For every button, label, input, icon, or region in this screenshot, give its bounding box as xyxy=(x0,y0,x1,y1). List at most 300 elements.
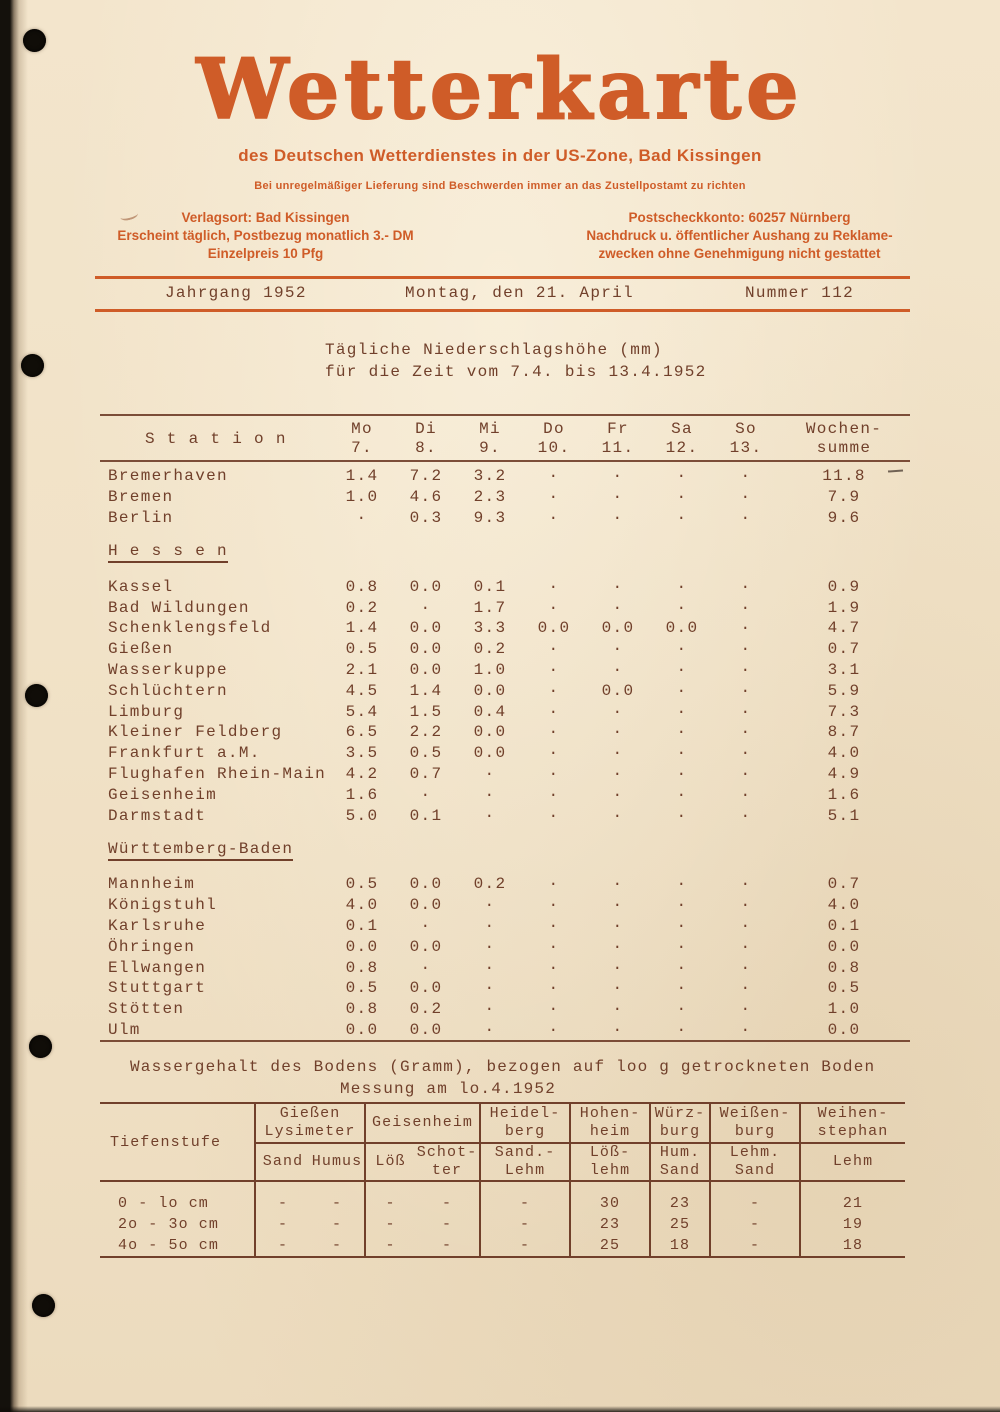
precip-value: · xyxy=(548,785,560,804)
precip-value: · xyxy=(740,488,752,507)
station-name: Stötten xyxy=(108,1000,185,1019)
soil-subheader xyxy=(570,1143,650,1181)
precip-value: 4.2 xyxy=(345,764,379,783)
station-row xyxy=(100,487,910,508)
precip-value: · xyxy=(420,958,432,977)
station-name: Gießen xyxy=(108,640,174,659)
week-sum: 8.7 xyxy=(827,723,861,742)
precip-value: 0.0 xyxy=(409,1020,443,1039)
precip-value: · xyxy=(612,702,624,721)
subheader-line: Lehm xyxy=(832,1153,874,1170)
precip-value: · xyxy=(548,744,560,763)
precip-value: · xyxy=(676,958,688,977)
station-row xyxy=(100,618,910,639)
soil-value: - xyxy=(277,1215,289,1233)
precip-value: · xyxy=(676,979,688,998)
week-sum: 3.1 xyxy=(827,660,861,679)
station-name: Schlüchtern xyxy=(108,681,228,700)
group-label-line: Gießen xyxy=(279,1105,341,1122)
soil-subheader xyxy=(365,1143,415,1181)
precip-value: · xyxy=(548,681,560,700)
precip-value: · xyxy=(548,916,560,935)
postal-info xyxy=(572,209,907,263)
week-sum: 0.8 xyxy=(827,958,861,977)
day-abbr: Sa xyxy=(671,420,693,438)
precipitation-table xyxy=(100,414,910,1042)
depth-label: 4o - 5o cm xyxy=(100,1235,255,1257)
station-column-header: S t a t i o n xyxy=(145,430,287,448)
precip-value: · xyxy=(740,508,752,527)
day-column-header xyxy=(714,420,778,458)
precip-value: · xyxy=(484,958,496,977)
precip-value: 6.5 xyxy=(345,723,379,742)
soil-subheader xyxy=(800,1143,905,1181)
precip-value: 0.8 xyxy=(345,577,379,596)
depth-label: 2o - 3o cm xyxy=(100,1213,255,1235)
precip-value: · xyxy=(612,1020,624,1039)
precip-value: 3.2 xyxy=(473,467,507,486)
subheader-line: ter xyxy=(431,1162,463,1179)
divider-rule xyxy=(95,276,910,279)
station-row xyxy=(100,722,910,743)
station-row xyxy=(100,576,910,597)
soil-value: - xyxy=(415,1181,480,1213)
station-row xyxy=(100,466,910,487)
precip-value: · xyxy=(484,916,496,935)
station-name: Bad Wildungen xyxy=(108,598,250,617)
day-number: 10. xyxy=(537,439,571,457)
soil-data-row xyxy=(100,1181,905,1213)
precip-value: · xyxy=(548,958,560,977)
week-sum: 7.3 xyxy=(827,702,861,721)
soil-value: 23 xyxy=(570,1213,650,1235)
soil-value: 25 xyxy=(650,1213,710,1235)
precip-value: · xyxy=(740,764,752,783)
publisher-line: Verlagsort: Bad Kissingen xyxy=(181,210,350,225)
week-sum: 0.9 xyxy=(827,577,861,596)
soil-value: 25 xyxy=(570,1235,650,1257)
issue-number: Nummer 112 xyxy=(745,284,855,302)
scan-edge-left xyxy=(0,0,28,1412)
precip-value: · xyxy=(740,979,752,998)
precip-value: 0.0 xyxy=(601,619,635,638)
precip-value: 0.2 xyxy=(409,1000,443,1019)
precip-value: · xyxy=(548,979,560,998)
precip-header-row xyxy=(100,416,910,460)
station-name: Öhringen xyxy=(108,937,196,956)
week-sum: 0.0 xyxy=(827,937,861,956)
precip-value: 9.3 xyxy=(473,508,507,527)
precip-value: · xyxy=(612,508,624,527)
precip-value: · xyxy=(676,598,688,617)
precip-value: · xyxy=(484,979,496,998)
precip-value: · xyxy=(676,916,688,935)
precip-value: · xyxy=(676,937,688,956)
precip-value: 0.0 xyxy=(409,660,443,679)
precip-value: · xyxy=(740,896,752,915)
precip-value: 2.3 xyxy=(473,488,507,507)
soil-value: - xyxy=(415,1213,480,1235)
precip-value: · xyxy=(548,937,560,956)
punch-hole xyxy=(25,684,48,707)
precip-value: · xyxy=(676,896,688,915)
station-name: Darmstadt xyxy=(108,806,207,825)
day-number: 9. xyxy=(479,439,501,457)
precip-value: · xyxy=(676,723,688,742)
precip-value: · xyxy=(612,875,624,894)
week-sum: 9.6 xyxy=(827,508,861,527)
precip-value: 4.0 xyxy=(345,896,379,915)
soil-value: 30 xyxy=(570,1181,650,1213)
precip-value: 5.0 xyxy=(345,806,379,825)
precip-value: 0.2 xyxy=(473,875,507,894)
station-row xyxy=(100,874,910,895)
punch-hole xyxy=(29,1035,52,1058)
subheader-line: Sand xyxy=(262,1153,304,1170)
subheader-line: Humus xyxy=(311,1153,363,1170)
precip-value: · xyxy=(740,785,752,804)
precip-value: · xyxy=(676,577,688,596)
precip-value: · xyxy=(676,764,688,783)
precip-value: 2.1 xyxy=(345,660,379,679)
station-row xyxy=(100,639,910,660)
precip-value: 1.4 xyxy=(345,619,379,638)
precip-value: · xyxy=(740,467,752,486)
day-column-header xyxy=(522,420,586,458)
soil-value: - xyxy=(480,1235,570,1257)
precip-value: · xyxy=(548,467,560,486)
soil-value: - xyxy=(710,1213,800,1235)
station-name: Flughafen Rhein-Main xyxy=(108,764,327,783)
soil-group-header xyxy=(800,1103,905,1143)
scan-edge-bottom xyxy=(0,1406,1000,1412)
precip-value: 0.2 xyxy=(473,640,507,659)
week-sum: 4.0 xyxy=(827,744,861,763)
precip-value: · xyxy=(612,1000,624,1019)
week-sum: 5.9 xyxy=(827,681,861,700)
precip-value: · xyxy=(484,896,496,915)
soil-value: 23 xyxy=(650,1181,710,1213)
precip-value: 0.0 xyxy=(409,979,443,998)
precip-value: · xyxy=(612,958,624,977)
group-label-line: Weihen- xyxy=(817,1105,889,1122)
precip-value: · xyxy=(740,619,752,638)
week-sum: 0.1 xyxy=(827,916,861,935)
station-name: Kleiner Feldberg xyxy=(108,723,283,742)
soil-group-header xyxy=(480,1103,570,1143)
soil-title-line2: Messung am lo.4.1952 xyxy=(340,1080,557,1098)
station-name: Stuttgart xyxy=(108,979,207,998)
day-abbr: So xyxy=(735,420,757,438)
station-row xyxy=(100,978,910,999)
station-row xyxy=(100,895,910,916)
precip-value: · xyxy=(548,806,560,825)
precip-value: 0.0 xyxy=(409,577,443,596)
group-label-line: burg xyxy=(659,1123,701,1140)
precip-value: 1.5 xyxy=(409,702,443,721)
precip-value: 3.3 xyxy=(473,619,507,638)
precip-value: · xyxy=(740,640,752,659)
week-sum: 0.7 xyxy=(827,640,861,659)
day-number: 13. xyxy=(729,439,763,457)
precip-value: · xyxy=(484,806,496,825)
section-heading-text: Württemberg-Baden xyxy=(108,840,293,861)
precip-value: 0.5 xyxy=(345,640,379,659)
day-column-header xyxy=(650,420,714,458)
precip-value: · xyxy=(676,806,688,825)
precip-value: 0.0 xyxy=(409,875,443,894)
precip-value: · xyxy=(676,1020,688,1039)
soil-data-row xyxy=(100,1235,905,1257)
precip-value: · xyxy=(676,702,688,721)
precip-value: · xyxy=(484,1020,496,1039)
soil-subheader xyxy=(480,1143,570,1181)
week-sum: 0.5 xyxy=(827,979,861,998)
soil-subheader xyxy=(415,1143,480,1181)
precip-value: · xyxy=(740,806,752,825)
precip-value: · xyxy=(612,896,624,915)
precip-value: 4.5 xyxy=(345,681,379,700)
postal-line: Postscheckkonto: 60257 Nürnberg xyxy=(628,210,851,225)
precip-value: 1.7 xyxy=(473,598,507,617)
week-sum: 11.8 xyxy=(822,467,866,486)
precip-value: · xyxy=(484,1000,496,1019)
soil-group-header xyxy=(710,1103,800,1143)
group-label-line: Lysimeter xyxy=(264,1123,356,1140)
station-name: Königstuhl xyxy=(108,896,218,915)
precip-value: 0.0 xyxy=(409,640,443,659)
station-name: Mannheim xyxy=(108,875,196,894)
issue-date: Montag, den 21. April xyxy=(405,284,634,302)
soil-subheader xyxy=(650,1143,710,1181)
soil-subheader xyxy=(255,1143,310,1181)
station-row xyxy=(100,764,910,785)
group-label-line: Hohen- xyxy=(579,1105,641,1122)
week-sum: 1.0 xyxy=(827,1000,861,1019)
week-sum: 5.1 xyxy=(827,806,861,825)
precip-value: · xyxy=(548,764,560,783)
station-row xyxy=(100,999,910,1020)
section-heading xyxy=(100,542,910,564)
group-label-line: stephan xyxy=(817,1123,889,1140)
group-label-line: Würz- xyxy=(654,1105,706,1122)
precip-value: 0.3 xyxy=(409,508,443,527)
soil-value: - xyxy=(480,1213,570,1235)
precip-value: · xyxy=(612,488,624,507)
precip-value: 0.1 xyxy=(409,806,443,825)
masthead-subtitle: des Deutschen Wetterdienstes in der US-Zone, Bad Kissingen xyxy=(238,146,762,165)
precip-value: · xyxy=(356,508,368,527)
station-name: Bremerhaven xyxy=(108,467,228,486)
precip-value: 0.0 xyxy=(665,619,699,638)
precip-value: 0.0 xyxy=(409,937,443,956)
precip-value: · xyxy=(612,467,624,486)
precip-value: · xyxy=(612,598,624,617)
soil-value: - xyxy=(480,1181,570,1213)
precip-value: · xyxy=(612,640,624,659)
soil-group-header xyxy=(255,1103,365,1143)
precipitation-title xyxy=(325,339,707,383)
week-sum: 1.9 xyxy=(827,598,861,617)
issue-volume: Jahrgang 1952 xyxy=(165,284,307,302)
station-row xyxy=(100,805,910,826)
subheader-line: Lehm. xyxy=(729,1144,781,1161)
publisher-line: Erscheint täglich, Postbezug monatlich 3.- DM xyxy=(117,228,414,243)
precip-value: · xyxy=(740,681,752,700)
precip-value: 0.7 xyxy=(409,764,443,783)
section-heading-text: H e s s e n xyxy=(108,542,228,563)
precip-value: 2.2 xyxy=(409,723,443,742)
soil-group-header xyxy=(570,1103,650,1143)
issue-line xyxy=(0,284,1000,308)
precip-value: · xyxy=(740,1000,752,1019)
soil-value: - xyxy=(310,1181,365,1213)
precip-value: · xyxy=(676,1000,688,1019)
precip-value: 7.2 xyxy=(409,467,443,486)
station-name: Karlsruhe xyxy=(108,916,207,935)
station-row xyxy=(100,597,910,618)
precip-value: 0.0 xyxy=(473,723,507,742)
table-rule xyxy=(100,1040,910,1042)
precip-value: · xyxy=(676,681,688,700)
station-name: Geisenheim xyxy=(108,785,218,804)
week-sum: 1.6 xyxy=(827,785,861,804)
day-abbr: Mi xyxy=(479,420,501,438)
precip-value: 0.0 xyxy=(345,937,379,956)
precip-value: · xyxy=(740,744,752,763)
precip-value: · xyxy=(612,979,624,998)
precip-value: · xyxy=(612,744,624,763)
precip-value: · xyxy=(548,577,560,596)
sum-header-line: summe xyxy=(816,439,872,457)
subheader-line: lehm xyxy=(589,1162,631,1179)
precip-value: 0.0 xyxy=(473,744,507,763)
soil-group-header xyxy=(365,1103,480,1143)
station-row xyxy=(100,508,910,529)
day-abbr: Fr xyxy=(607,420,629,438)
station-row xyxy=(100,916,910,937)
soil-value: - xyxy=(310,1213,365,1235)
soil-value: - xyxy=(310,1235,365,1257)
precip-value: 1.4 xyxy=(409,681,443,700)
sum-column-header xyxy=(778,420,910,458)
day-number: 12. xyxy=(665,439,699,457)
day-column-header xyxy=(330,420,394,458)
precip-value: · xyxy=(612,916,624,935)
precip-value: 1.6 xyxy=(345,785,379,804)
day-column-header xyxy=(458,420,522,458)
precip-value: 0.8 xyxy=(345,1000,379,1019)
subheader-line: Hum. xyxy=(659,1144,701,1161)
precip-value: · xyxy=(548,508,560,527)
day-abbr: Do xyxy=(543,420,565,438)
soil-value: 18 xyxy=(842,1237,864,1254)
precip-value: · xyxy=(420,916,432,935)
week-sum: 4.0 xyxy=(827,896,861,915)
soil-value: 19 xyxy=(842,1215,864,1233)
precip-value: 0.0 xyxy=(473,681,507,700)
soil-group-header xyxy=(650,1103,710,1143)
soil-subheader xyxy=(310,1143,365,1181)
station-name: Schenklengsfeld xyxy=(108,619,272,638)
soil-value: 18 xyxy=(650,1235,710,1257)
precip-value: · xyxy=(484,785,496,804)
soil-group-row xyxy=(100,1103,905,1143)
group-label-line: Weißen- xyxy=(719,1105,791,1122)
precip-value: 3.5 xyxy=(345,744,379,763)
day-number: 8. xyxy=(415,439,437,457)
precip-value: 0.0 xyxy=(345,1020,379,1039)
day-number: 7. xyxy=(351,439,373,457)
precip-value: · xyxy=(420,598,432,617)
precip-value: · xyxy=(740,660,752,679)
group-label-line: berg xyxy=(504,1123,546,1140)
day-number: 11. xyxy=(601,439,635,457)
precipitation-title-line: für die Zeit vom 7.4. bis 13.4.1952 xyxy=(325,363,707,381)
station-row xyxy=(100,660,910,681)
soil-value: - xyxy=(277,1237,289,1254)
table-rule xyxy=(100,414,910,416)
week-sum: 7.9 xyxy=(827,488,861,507)
subheader-line: Löß xyxy=(375,1153,406,1170)
masthead-title: Wetterkarte xyxy=(196,42,804,138)
precip-value: · xyxy=(676,640,688,659)
subheader-line: Sand xyxy=(659,1162,701,1179)
soil-subheader xyxy=(710,1143,800,1181)
precip-value: 0.0 xyxy=(601,681,635,700)
precip-value: · xyxy=(676,785,688,804)
soil-value: - xyxy=(415,1235,480,1257)
precip-value: 1.4 xyxy=(345,467,379,486)
publisher-line: Einzelpreis 10 Pfg xyxy=(207,246,324,261)
week-sum: 4.9 xyxy=(827,764,861,783)
precip-value: · xyxy=(676,488,688,507)
postal-line: zwecken ohne Genehmigung nicht gestattet xyxy=(598,246,881,261)
precip-value: · xyxy=(740,916,752,935)
precip-value: 4.6 xyxy=(409,488,443,507)
group-label-line: burg xyxy=(734,1123,776,1140)
depth-column-header: Tiefenstufe xyxy=(100,1103,255,1181)
precip-value: · xyxy=(612,764,624,783)
precip-value: · xyxy=(676,508,688,527)
soil-grid xyxy=(100,1102,905,1258)
day-abbr: Mo xyxy=(351,420,373,438)
station-row xyxy=(100,701,910,722)
precip-value: · xyxy=(740,937,752,956)
precip-value: · xyxy=(740,598,752,617)
precip-value: 5.4 xyxy=(345,702,379,721)
subheader-line: Sand.- xyxy=(494,1144,556,1161)
station-name: Frankfurt a.M. xyxy=(108,744,261,763)
precip-value: · xyxy=(484,937,496,956)
precip-value: · xyxy=(612,806,624,825)
precip-value: · xyxy=(612,660,624,679)
precip-value: · xyxy=(740,1020,752,1039)
precip-value: · xyxy=(548,723,560,742)
station-name: Bremen xyxy=(108,488,174,507)
precip-value: 0.0 xyxy=(409,896,443,915)
precip-value: · xyxy=(548,1000,560,1019)
sum-header-line: Wochen- xyxy=(805,420,883,438)
precip-value: · xyxy=(740,958,752,977)
publisher-info xyxy=(103,209,428,263)
delivery-complaint-note: Bei unregelmäßiger Lieferung sind Beschwerden immer an das Zustellpostamt zu richten xyxy=(254,180,746,192)
precip-value: · xyxy=(548,640,560,659)
station-row xyxy=(100,784,910,805)
station-name: Wasserkuppe xyxy=(108,660,228,679)
soil-value: - xyxy=(710,1235,800,1257)
soil-value: - xyxy=(385,1237,396,1254)
